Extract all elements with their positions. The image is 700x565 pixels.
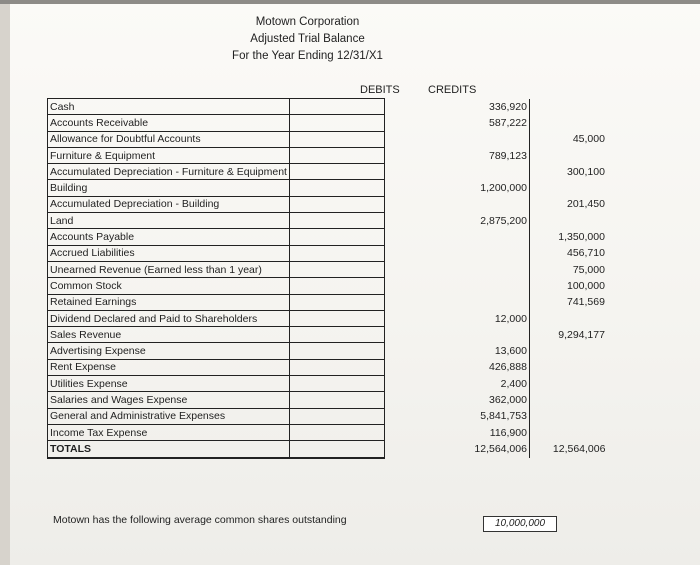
credit-cell — [529, 392, 607, 408]
credit-cell — [529, 310, 607, 326]
shares-outstanding-input[interactable]: 10,000,000 — [483, 516, 557, 532]
spacer-cell — [289, 147, 384, 163]
account-name-cell: TOTALS — [48, 441, 290, 458]
table-row — [48, 376, 608, 392]
table-row — [48, 213, 608, 229]
spacer-cell — [289, 441, 384, 458]
table-row — [48, 310, 608, 326]
debit-cell: 2,400 — [384, 376, 529, 392]
account-name-cell: Retained Earnings — [48, 294, 290, 310]
table-row — [48, 278, 608, 294]
debit-cell — [384, 245, 529, 261]
spacer-cell — [289, 131, 384, 147]
debit-cell: 426,888 — [384, 359, 529, 375]
report-period: For the Year Ending 12/31/X1 — [232, 50, 383, 62]
spacer-cell — [289, 196, 384, 212]
spacer-cell — [289, 310, 384, 326]
debit-cell — [384, 164, 529, 180]
credit-cell: 9,294,177 — [558, 328, 605, 341]
account-name-cell: Furniture & Equipment — [48, 147, 290, 163]
credit-cell: 75,000 — [572, 263, 605, 276]
credit-cell: 45,000 — [572, 133, 605, 146]
account-name-cell: Allowance for Doubtful Accounts — [48, 131, 290, 147]
table-row — [48, 229, 608, 245]
table-row — [48, 99, 608, 115]
table-row — [48, 408, 608, 424]
spacer-cell — [289, 376, 384, 392]
account-name-cell: Land — [48, 213, 290, 229]
spacer-cell — [289, 392, 384, 408]
debit-cell — [384, 294, 529, 310]
table-row — [48, 131, 608, 147]
report-header — [220, 14, 395, 65]
table-row — [48, 196, 608, 212]
credit-cell — [529, 213, 607, 229]
credit-cell: 1,350,000 — [558, 231, 605, 244]
credit-cell: 300,100 — [566, 165, 605, 178]
trial-balance-table — [47, 98, 608, 459]
credit-cell: 456,710 — [566, 247, 605, 260]
report-title: Adjusted Trial Balance — [250, 33, 365, 45]
debit-cell: 1,200,000 — [384, 180, 529, 196]
credit-cell — [529, 99, 607, 115]
debit-cell — [384, 196, 529, 212]
table-row — [48, 164, 608, 180]
debit-cell: 2,875,200 — [384, 213, 529, 229]
table-row — [48, 261, 608, 277]
spacer-cell — [289, 245, 384, 261]
debit-cell: 362,000 — [384, 392, 529, 408]
credit-cell: 201,450 — [566, 198, 605, 211]
table-row — [48, 441, 608, 458]
account-name-cell: Common Stock — [48, 278, 290, 294]
debit-cell: 13,600 — [384, 343, 529, 359]
account-name-cell: Advertising Expense — [48, 343, 290, 359]
table-row — [48, 147, 608, 163]
spacer-cell — [289, 294, 384, 310]
debit-cell: 336,920 — [384, 99, 529, 115]
credit-cell — [529, 180, 607, 196]
debit-cell — [384, 327, 529, 343]
debit-cell — [384, 278, 529, 294]
debit-cell: 5,841,753 — [384, 408, 529, 424]
table-row — [48, 392, 608, 408]
account-name-cell: Unearned Revenue (Earned less than 1 year) — [48, 261, 290, 277]
debit-cell — [384, 229, 529, 245]
account-name-cell: Dividend Declared and Paid to Shareholders — [48, 310, 290, 326]
table-row — [48, 245, 608, 261]
credit-cell — [529, 376, 607, 392]
spacer-cell — [289, 359, 384, 375]
debit-cell: 789,123 — [384, 147, 529, 163]
spacer-cell — [289, 229, 384, 245]
table-row — [48, 294, 608, 310]
account-name-cell: Accumulated Depreciation - Furniture & Equipment — [48, 164, 290, 180]
spacer-cell — [289, 180, 384, 196]
account-name-cell: Accumulated Depreciation - Building — [48, 196, 290, 212]
credit-cell — [529, 147, 607, 163]
shares-note: Motown has the following average common shares outstanding — [53, 514, 347, 526]
trial-balance-body — [48, 99, 608, 458]
spacer-cell — [289, 261, 384, 277]
credit-cell: 100,000 — [566, 279, 605, 292]
account-name-cell: Income Tax Expense — [48, 424, 290, 440]
table-row — [48, 115, 608, 131]
spacer-cell — [289, 99, 384, 115]
spacer-cell — [289, 343, 384, 359]
account-name-cell: General and Administrative Expenses — [48, 408, 290, 424]
credit-cell — [529, 424, 607, 440]
company-name: Motown Corporation — [255, 16, 360, 28]
credit-cell — [529, 359, 607, 375]
account-name-cell: Accounts Payable — [48, 229, 290, 245]
account-name-cell: Accounts Receivable — [48, 115, 290, 131]
table-row — [48, 180, 608, 196]
debit-cell: 116,900 — [384, 424, 529, 440]
credit-cell: 741,569 — [566, 296, 605, 309]
credit-cell — [529, 343, 607, 359]
table-row — [48, 359, 608, 375]
spacer-cell — [289, 164, 384, 180]
table-row — [48, 343, 608, 359]
debits-column-header: DEBITS — [360, 84, 400, 96]
credit-cell — [529, 408, 607, 424]
account-name-cell: Salaries and Wages Expense — [48, 392, 290, 408]
spacer-cell — [289, 408, 384, 424]
debit-cell — [384, 261, 529, 277]
top-edge-shadow — [0, 0, 700, 4]
credit-cell: 12,564,006 — [552, 443, 606, 456]
account-name-cell: Sales Revenue — [48, 327, 290, 343]
spacer-cell — [289, 213, 384, 229]
spacer-cell — [289, 327, 384, 343]
table-row — [48, 327, 608, 343]
spacer-cell — [289, 424, 384, 440]
debit-cell: 12,564,006 — [384, 441, 529, 458]
table-row — [48, 424, 608, 440]
spacer-cell — [289, 115, 384, 131]
account-name-cell: Rent Expense — [48, 359, 290, 375]
debit-cell: 587,222 — [384, 115, 529, 131]
account-name-cell: Accrued Liabilities — [48, 245, 290, 261]
debit-cell — [384, 131, 529, 147]
account-name-cell: Building — [48, 180, 290, 196]
account-name-cell: Cash — [48, 99, 290, 115]
account-name-cell: Utilities Expense — [48, 376, 290, 392]
credits-column-header: CREDITS — [428, 84, 477, 96]
debit-cell: 12,000 — [384, 310, 529, 326]
spacer-cell — [289, 278, 384, 294]
credit-cell — [529, 115, 607, 131]
